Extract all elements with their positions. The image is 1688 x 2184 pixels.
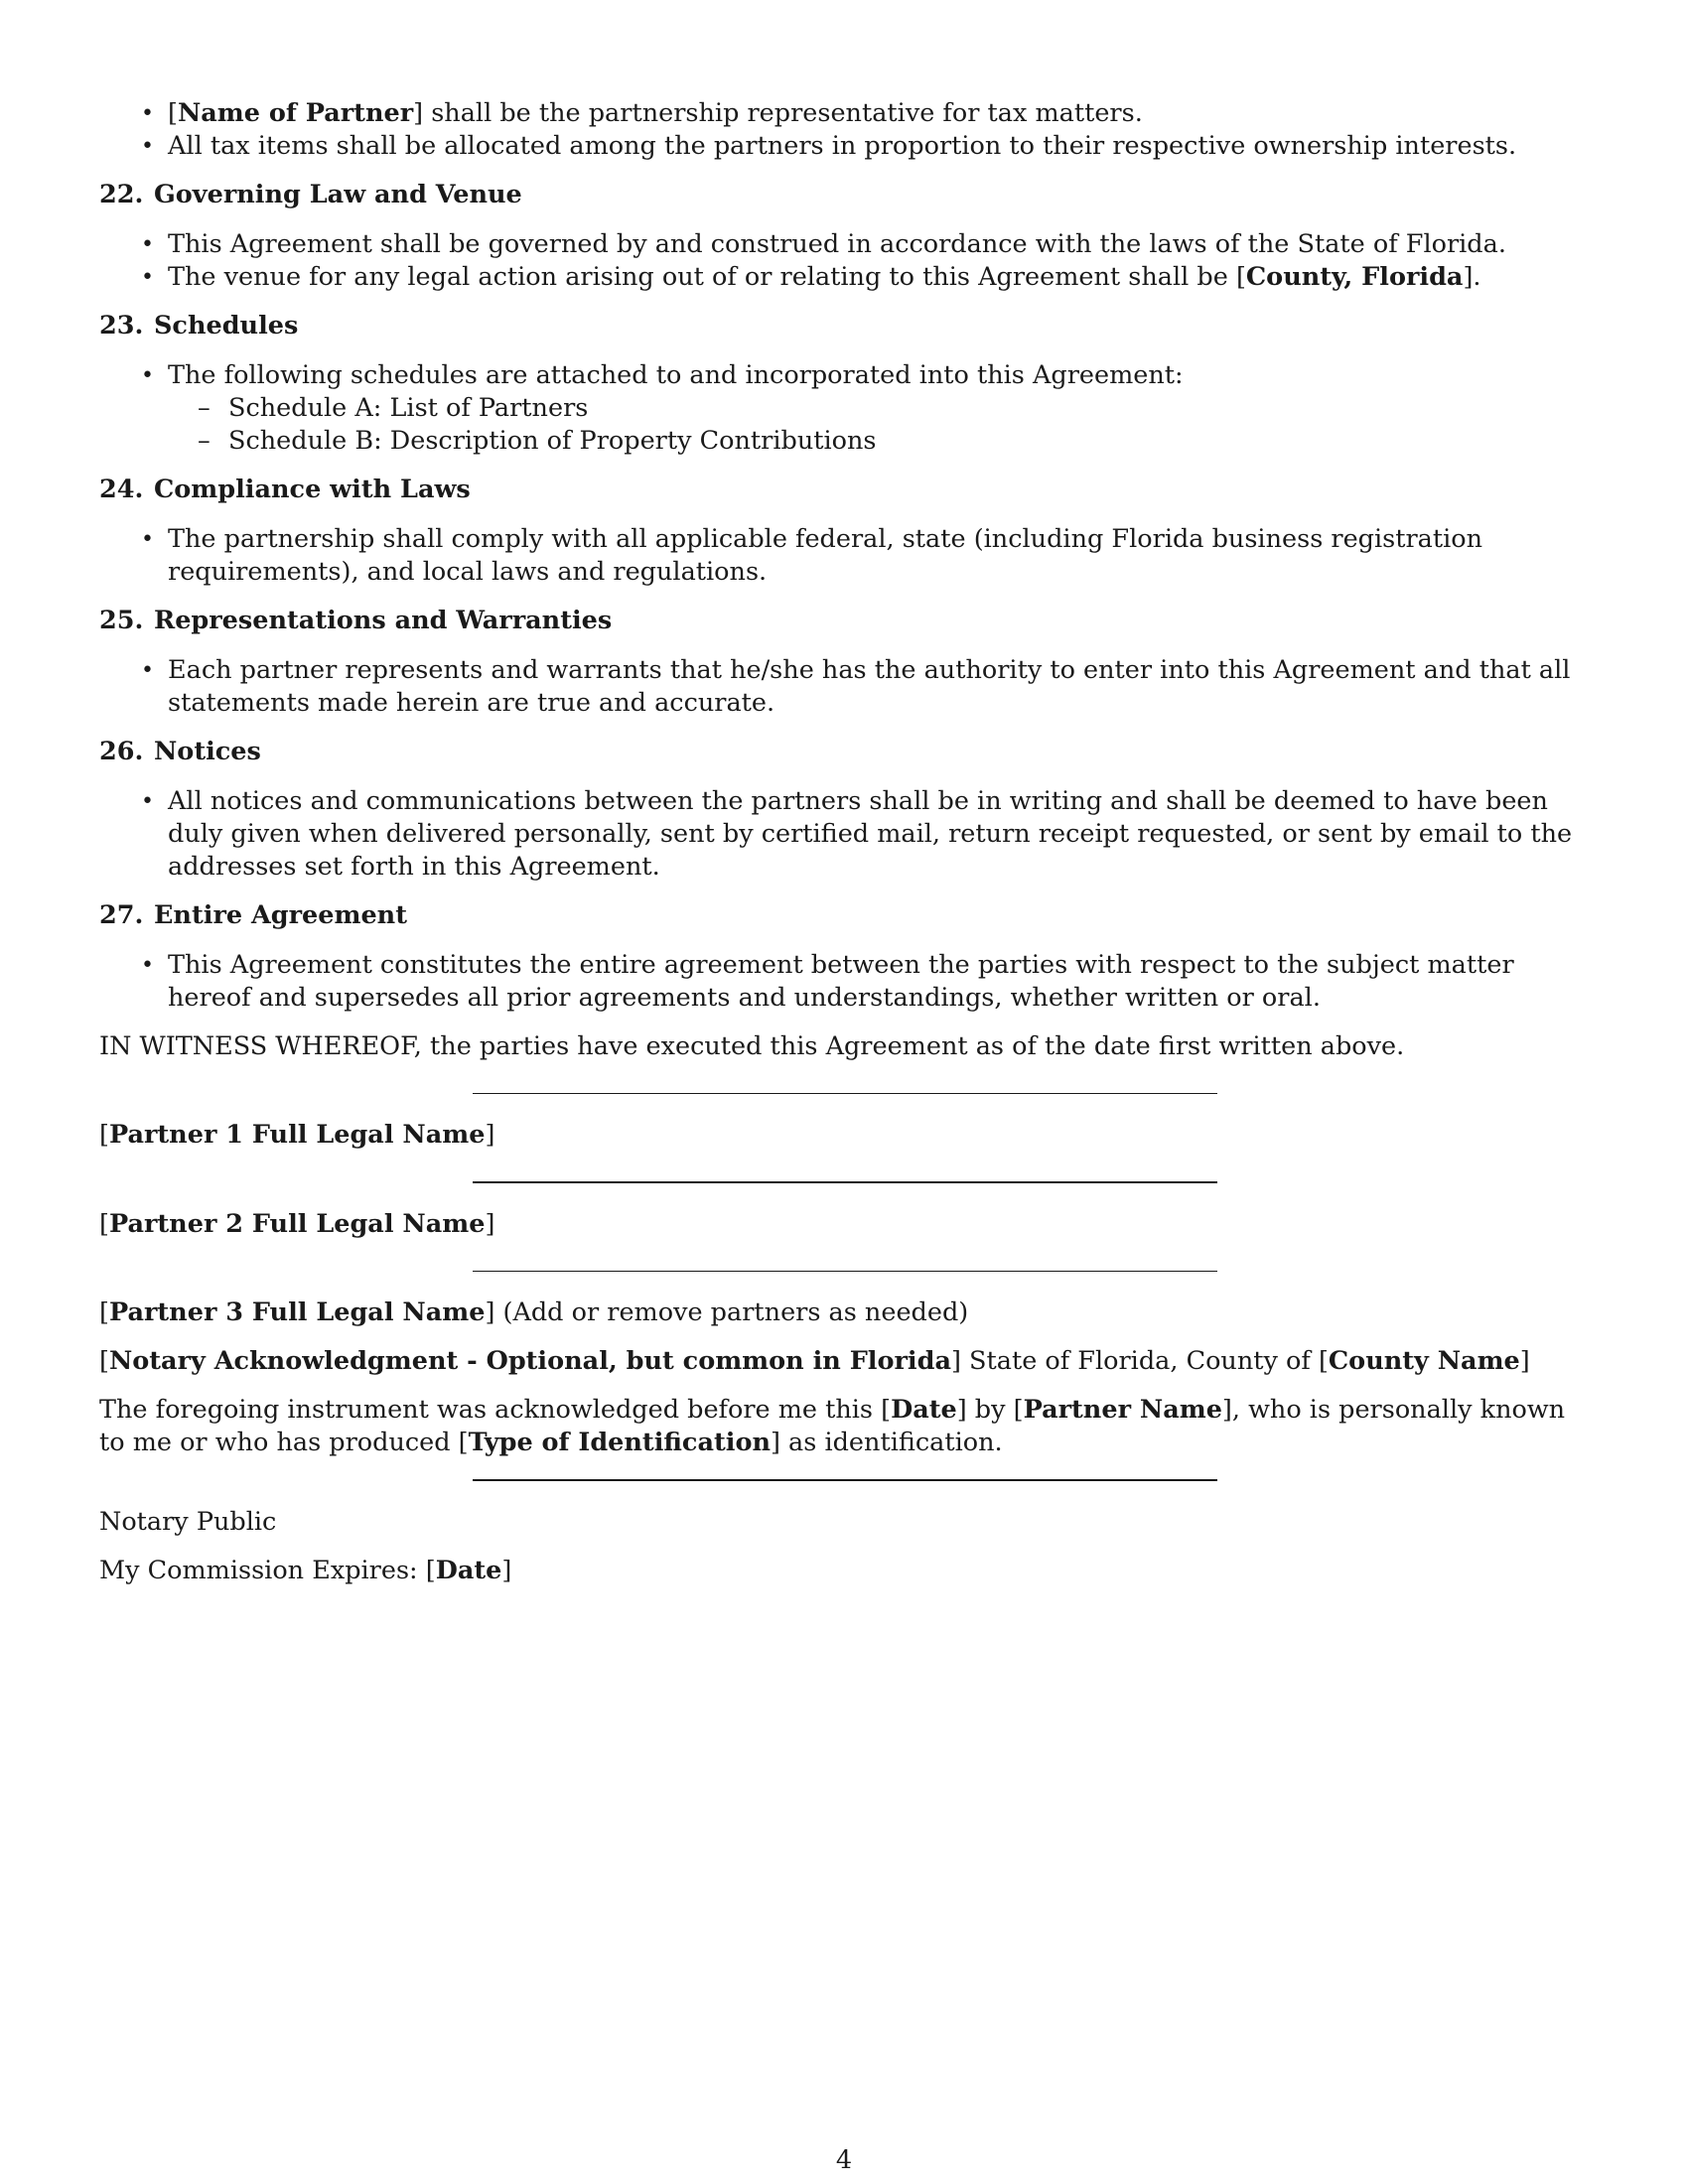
signature-block-1 — [99, 1093, 1589, 1152]
section-heading: 26. Notices — [99, 737, 261, 766]
sec21-bullets — [99, 97, 1589, 163]
notary-public-label: Notary Public — [99, 1507, 277, 1537]
sub-list-item: – Schedule B: Description of Property Contributions — [198, 426, 877, 456]
signature-line — [473, 1479, 1217, 1481]
list-item: • Each partner represents and warrants that he/she has the authority to enter into this Agreement and that all statements made herein are true and accurate. — [141, 655, 1571, 718]
list-item: • This Agreement shall be governed by and construed in accordance with the laws of the State of Florida. — [141, 229, 1506, 259]
sec26-bullets — [99, 785, 1589, 884]
signature-line — [473, 1093, 1217, 1094]
sec22-bullets — [99, 228, 1589, 294]
page-number: 4 — [835, 2145, 853, 2175]
notary-signature-block — [99, 1479, 1589, 1539]
signature-name: [Partner 3 Full Legal Name] (Add or remove partners as needed) — [99, 1297, 969, 1327]
list-item: • The following schedules are attached to and incorporated into this Agreement: – Schedule A: List of Partners – Schedule B: Description of Property Contributions — [99, 359, 1589, 458]
witness-statement: IN WITNESS WHEREOF, the parties have executed this Agreement as of the date first written above. — [99, 1031, 1405, 1061]
list-item: • The partnership shall comply with all applicable federal, state (including Florida business registration requirements), and local laws and regulations. — [141, 524, 1483, 587]
sub-list — [168, 392, 1589, 458]
list-item: • All tax items shall be allocated among the partners in proportion to their respective ownership interests. — [141, 131, 1517, 161]
signature-name: [Partner 1 Full Legal Name] — [99, 1120, 495, 1150]
sec23-bullets — [99, 359, 1589, 458]
notary-heading: [Notary Acknowledgment - Optional, but common in Florida] State of Florida, County of [County Name] — [99, 1346, 1530, 1376]
sec25-bullets — [99, 654, 1589, 720]
section-heading: 23. Schedules — [99, 311, 299, 341]
placeholder: Name of Partner — [177, 98, 414, 128]
signature-line — [473, 1271, 1217, 1272]
sub-list-item: – Schedule A: List of Partners — [198, 393, 589, 423]
list-item: • [Name of Partner] shall be the partnership representative for tax matters. — [141, 98, 1143, 128]
sec24-bullets — [99, 523, 1589, 589]
placeholder: County, Florida — [1245, 262, 1464, 292]
signature-name: [Partner 2 Full Legal Name] — [99, 1209, 495, 1239]
signature-block-2 — [99, 1181, 1589, 1241]
list-item: • All notices and communications between the partners shall be in writing and shall be deemed to have been duly given when delivered personally, sent by certified mail, return receipt requested, or sent by email to the addresses set forth in this Agreement. — [141, 786, 1573, 882]
sec27-bullets — [99, 949, 1589, 1015]
list-item: • This Agreement constitutes the entire agreement between the parties with respect to the subject matter hereof and supersedes all prior agreements and understandings, whether written or oral. — [141, 950, 1514, 1013]
signature-block-3 — [99, 1271, 1589, 1329]
notary-acknowledgment: The foregoing instrument was acknowledged before me this [Date] by [Partner Name], who is personally known to me or who has produced [Type of Identification] as identification. — [99, 1395, 1566, 1457]
section-heading: 27. Entire Agreement — [99, 900, 407, 930]
section-heading: 25. Representations and Warranties — [99, 606, 613, 635]
signature-line — [473, 1181, 1217, 1183]
list-item: • The venue for any legal action arising out of or relating to this Agreement shall be [County, Florida]. — [141, 262, 1481, 292]
document-page — [99, 97, 1589, 1603]
section-heading: 22. Governing Law and Venue — [99, 180, 522, 209]
commission-expires: My Commission Expires: [Date] — [99, 1556, 512, 1585]
section-heading: 24. Compliance with Laws — [99, 475, 471, 504]
